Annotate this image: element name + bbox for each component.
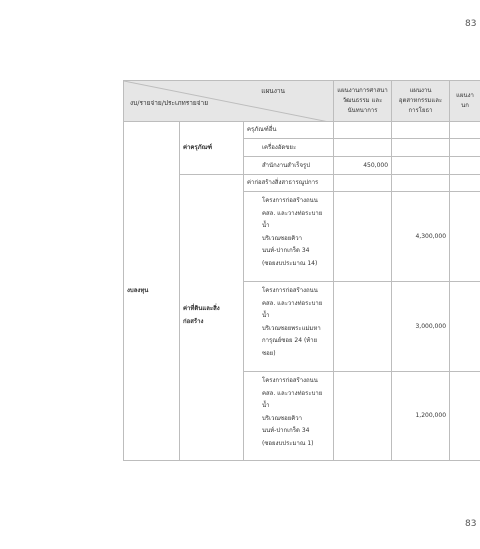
table-row bbox=[124, 122, 480, 139]
budget-group-cell: งบลงทุน bbox=[124, 122, 180, 461]
project-3-value: 1,200,000 bbox=[392, 372, 450, 461]
header-plan-cut: แผนงานก bbox=[450, 81, 480, 122]
header-plan-label: แผนงาน bbox=[261, 87, 286, 95]
prefab-office-cell: สำนักงานสำเร็จรูป bbox=[244, 157, 334, 175]
prefab-office-value: 450,000 bbox=[334, 157, 392, 175]
equipment-cell: ค่าครุภัณฑ์ bbox=[180, 122, 244, 175]
page-number-bottom: 83 bbox=[465, 519, 477, 529]
project-3-cell: โครงการก่อสร้างถนน คสล. และวางท่อระบาย น้ำ บริเวณซอยคิวา นนท์-ปากเกร็ด 34 (ซอยงบประมาณ 1) bbox=[244, 372, 334, 461]
header-industry-public-works: แผนงาน อุตสาหกรรมและการโยธา bbox=[392, 81, 450, 122]
header-diagonal-cell bbox=[124, 81, 334, 122]
project-1-cell: โครงการก่อสร้างถนน คสล. และวางท่อระบาย น้ำ บริเวณซอยคิวา นนท์-ปากเกร็ด 34 (ซอยงบประมาณ 14) bbox=[244, 192, 334, 282]
project-2-value: 3,000,000 bbox=[392, 282, 450, 372]
header-religion-culture: แผนงานการศาสนา วัฒนธรรม และนันทนาการ bbox=[334, 81, 392, 122]
land-building-cell: ค่าที่ดินและสิ่งก่อสร้าง bbox=[180, 175, 244, 461]
page-number-top: 83 bbox=[465, 19, 477, 29]
project-1-value: 4,300,000 bbox=[392, 192, 450, 282]
pump-cell: เครื่องอัดขยะ bbox=[244, 139, 334, 157]
table-header-row bbox=[124, 81, 480, 122]
other-equipment-cell: ครุภัณฑ์อื่น bbox=[244, 122, 334, 139]
project-2-cell: โครงการก่อสร้างถนน คสล. และวางท่อระบาย น้ำ บริเวณซอยพระแม่มหา การุณย์ซอย 24 (ท้าย ซอย) bbox=[244, 282, 334, 372]
utilities-cell: ค่าก่อสร้างสิ่งสาธารณูปการ bbox=[244, 175, 334, 192]
budget-table bbox=[123, 80, 480, 461]
header-category-label: งบ/รายจ่าย/ประเภทรายจ่าย bbox=[130, 99, 209, 107]
